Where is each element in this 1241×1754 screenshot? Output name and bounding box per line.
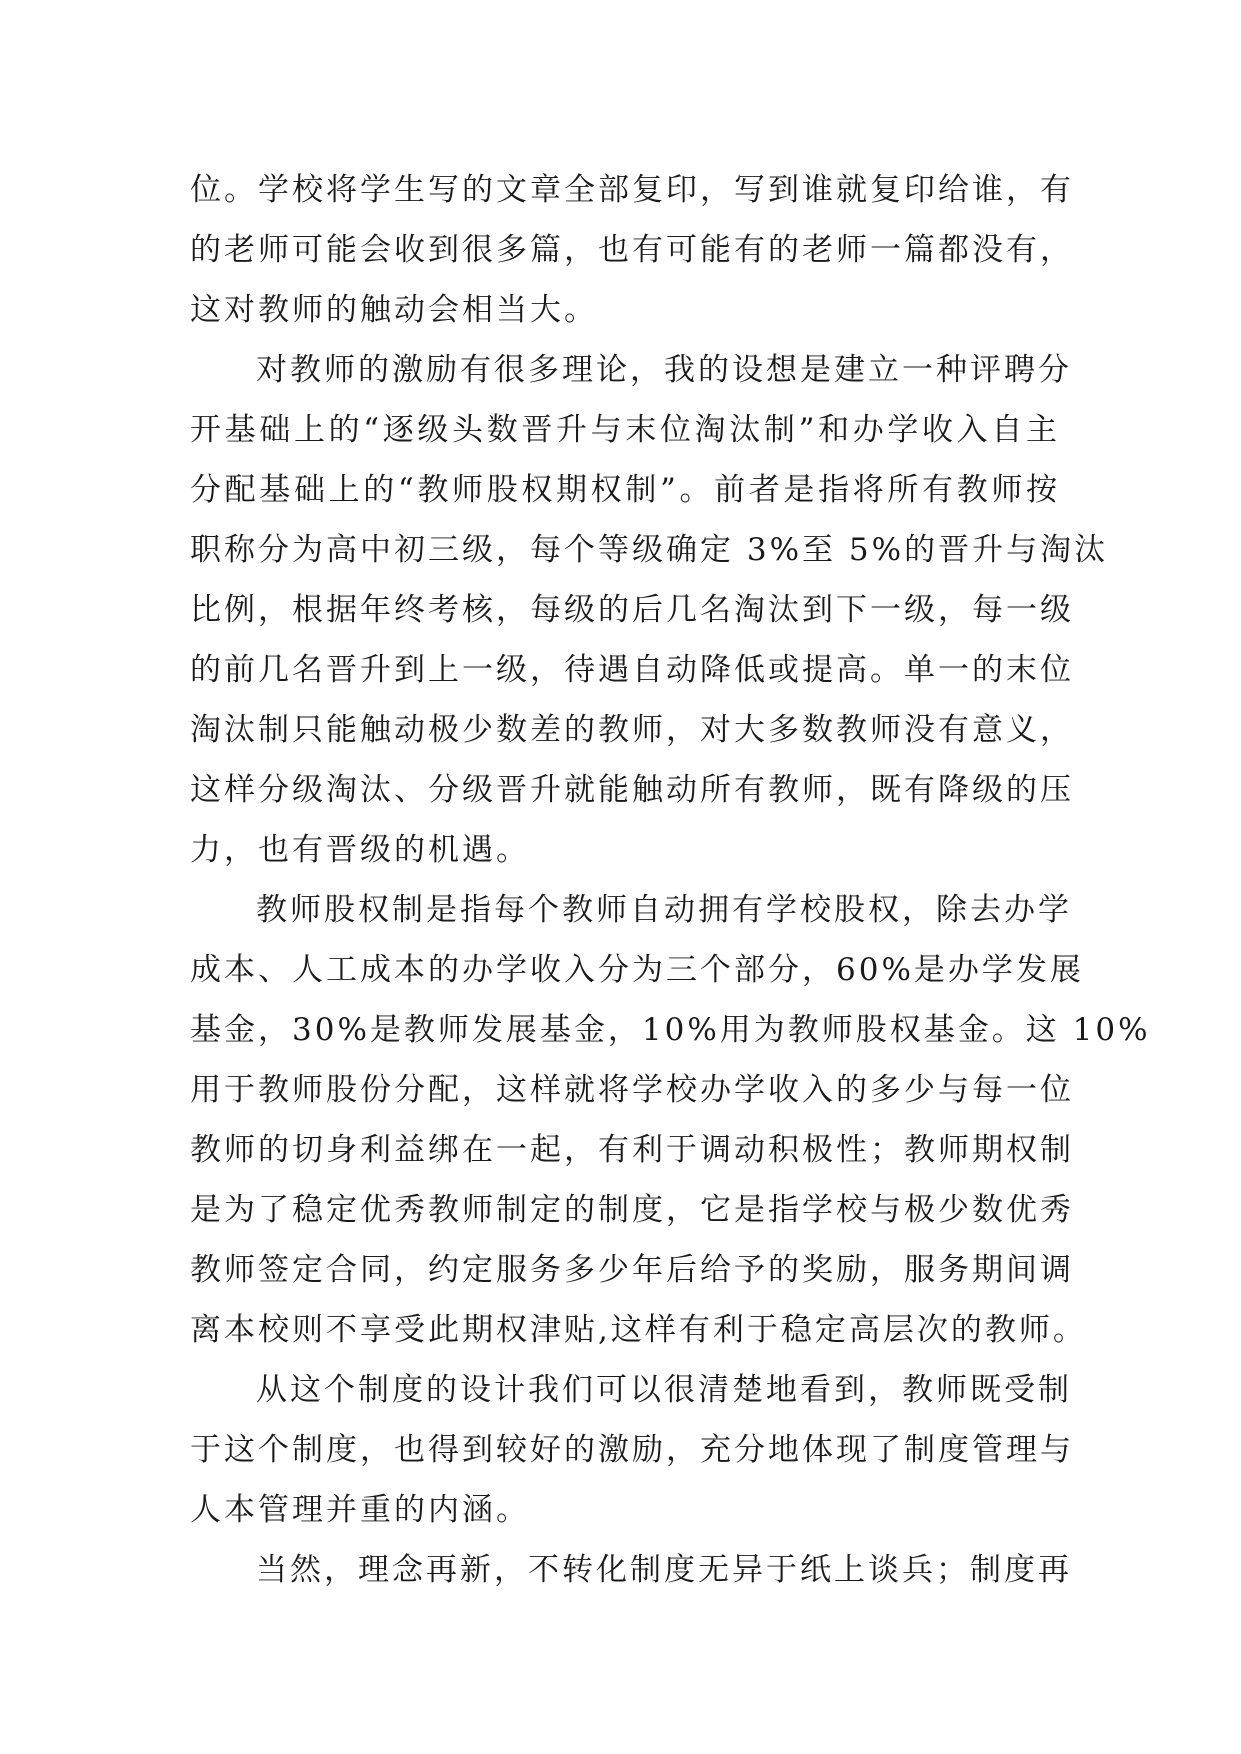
paragraph-first-line: 当然，理念再新，不转化制度无异于纸上谈兵；制度再: [256, 1552, 1072, 1588]
text-line: 淘汰制只能触动极少数差的教师，对大多数教师没有意义，: [190, 712, 1074, 748]
text-line: 力，也有晋级的机遇。: [190, 832, 530, 868]
text-line: 教师签定合同，约定服务多少年后给予的奖励，服务期间调: [190, 1252, 1074, 1288]
text-line: 成本、人工成本的办学收入分为三个部分，60%是办学发展: [190, 952, 1084, 988]
text-line: 教师的切身利益绑在一起，有利于调动积极性；教师期权制: [190, 1132, 1074, 1168]
text-line: 用于教师股份分配，这样就将学校办学收入的多少与每一位: [190, 1072, 1074, 1108]
text-line: 比例，根据年终考核，每级的后几名淘汰到下一级，每一级: [190, 592, 1074, 628]
text-line: 基金，30%是教师发展基金，10%用为教师股权基金。这 10%: [190, 1012, 1151, 1048]
text-line: 的前几名晋升到上一级，待遇自动降低或提高。单一的末位: [190, 652, 1074, 688]
text-line: 是为了稳定优秀教师制定的制度，它是指学校与极少数优秀: [190, 1192, 1074, 1228]
text-line: 开基础上的“逐级头数晋升与末位淘汰制”和办学收入自主: [190, 412, 1060, 448]
text-line: 的老师可能会收到很多篇，也有可能有的老师一篇都没有，: [190, 232, 1074, 268]
text-line: 位。学校将学生写的文章全部复印，写到谁就复印给谁，有: [190, 172, 1074, 208]
paragraph-first-line: 教师股权制是指每个教师自动拥有学校股权，除去办学: [256, 892, 1072, 928]
text-line: 离本校则不享受此期权津贴,这样有利于稳定高层次的教师。: [190, 1312, 1087, 1348]
text-line: 于这个制度，也得到较好的激励，充分地体现了制度管理与: [190, 1432, 1074, 1468]
text-line: 这对教师的触动会相当大。: [190, 292, 598, 328]
paragraph-first-line: 对教师的激励有很多理论，我的设想是建立一种评聘分: [256, 352, 1072, 388]
body-text: [190, 160, 1151, 1600]
text-line: 人本管理并重的内涵。: [190, 1492, 530, 1528]
text-line: 分配基础上的“教师股权期权制”。前者是指将所有教师按: [190, 472, 1060, 508]
text-line: 这样分级淘汰、分级晋升就能触动所有教师，既有降级的压: [190, 772, 1074, 808]
text-line: 职称分为高中初三级，每个等级确定 3%至 5%的晋升与淘汰: [190, 532, 1109, 568]
paragraph-first-line: 从这个制度的设计我们可以很清楚地看到，教师既受制: [256, 1372, 1072, 1408]
